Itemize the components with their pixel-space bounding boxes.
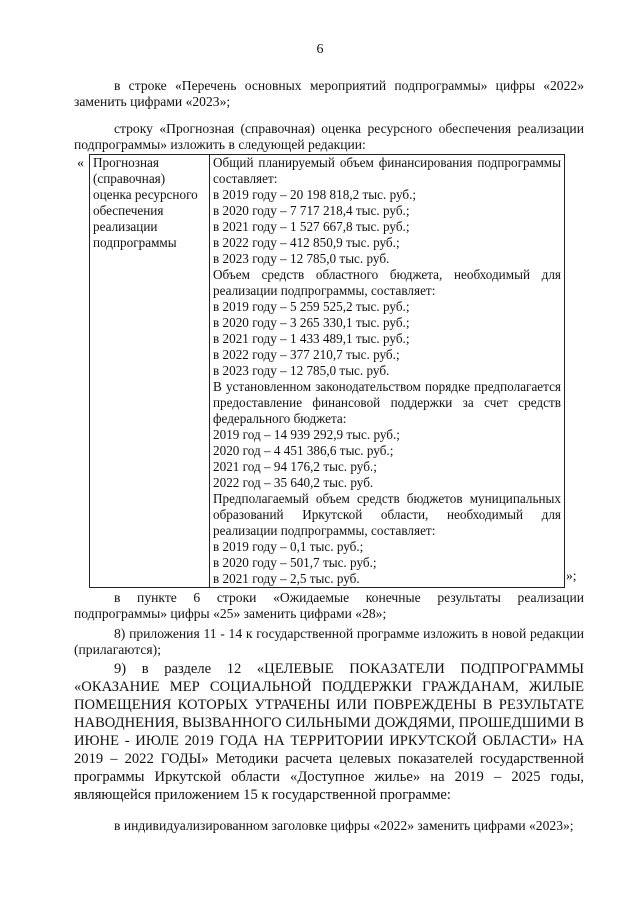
table-open-quote: « <box>77 156 84 171</box>
table-line: в 2020 году – 501,7 тыс. руб.; <box>213 555 377 570</box>
table-line: в 2020 году – 3 265 330,1 тыс. руб.; <box>213 315 410 330</box>
paragraph-perechen: в строке «Перечень основных мероприятий подпрограммы» цифры «2022» заменить цифрами «2023»; <box>74 78 584 109</box>
table-close-quote: »; <box>566 568 577 583</box>
paragraph-item-9: 9) в разделе 12 «ЦЕЛЕВЫЕ ПОКАЗАТЕЛИ ПОДПРОГРАММЫ «ОКАЗАНИЕ МЕР СОЦИАЛЬНОЙ ПОДДЕРЖКИ ГРАЖДАНАМ, ЖИЛЫЕ ПОМЕЩЕНИЯ КОТОРЫХ УТРАЧЕНЫ ИЛИ ПОВРЕЖДЕНЫ В РЕЗУЛЬТАТЕ НАВОДНЕНИЯ, ВЫЗВАННОГО СИЛЬНЫМИ ДОЖДЯМИ, ПРОШЕДШИМИ В ИЮНЕ - ИЮЛЕ 2019 ГОДА НА ТЕРРИТОРИИ ИРКУТСКОЙ ОБЛАСТИ» НА 2019 – 2022 ГОДЫ» Методики расчета целевых показателей государственной программы Иркутской области «Доступное жилье» на 2019 – 2025 годы, являющейся приложением 15 к государственной программе: <box>74 661 584 803</box>
paragraph-heading-change: в индивидуализированном заголовке цифры «2022» заменить цифрами «2023»; <box>114 818 574 833</box>
table-right-cell <box>210 155 565 588</box>
table-line: в 2021 году – 1 433 489,1 тыс. руб.; <box>213 331 410 346</box>
resource-table <box>89 154 565 588</box>
table-line: 2019 год – 14 939 292,9 тыс. руб.; <box>213 427 400 442</box>
table-line: в 2021 году – 2,5 тыс. руб. <box>213 571 360 586</box>
page-number: 6 <box>316 42 324 57</box>
table-line: 2021 год – 94 176,2 тыс. руб.; <box>213 459 377 474</box>
table-line: в 2023 году – 12 785,0 тыс. руб. <box>213 251 390 266</box>
table-line: Предполагаемый объем средств бюджетов муниципальных образований Иркутской области, необходимый для реализации подпрограммы, составляет: <box>213 491 561 538</box>
table-line: в 2022 году – 412 850,9 тыс. руб.; <box>213 235 400 250</box>
table-line: в 2019 году – 5 259 525,2 тыс. руб.; <box>213 299 410 314</box>
table-left-cell: Прогнозная (справочная) оценка ресурсного обеспечения реализации подпрограммы <box>90 155 210 588</box>
table-line: 2022 год – 35 640,2 тыс. руб. <box>213 475 374 490</box>
table-line: в 2023 году – 12 785,0 тыс. руб. <box>213 363 390 378</box>
paragraph-prognoznaya: строку «Прогнозная (справочная) оценка ресурсного обеспечения реализации подпрограммы» изложить в следующей редакции: <box>74 121 584 152</box>
table-row <box>90 155 565 588</box>
table-line: в 2020 году – 7 717 218,4 тыс. руб.; <box>213 203 410 218</box>
table-line: Объем средств областного бюджета, необходимый для реализации подпрограммы, составляет: <box>213 267 561 298</box>
table-line: в 2021 году – 1 527 667,8 тыс. руб.; <box>213 219 410 234</box>
paragraph-item-8: 8) приложения 11 - 14 к государственной программе изложить в новой редакции (прилагаются); <box>74 626 584 657</box>
table-line: в 2019 году – 0,1 тыс. руб.; <box>213 539 364 554</box>
paragraph-punkt-6: в пункте 6 строки «Ожидаемые конечные результаты реализации подпрограммы» цифры «25» заменить цифрами «28»; <box>74 590 584 621</box>
table-line: в 2019 году – 20 198 818,2 тыс. руб.; <box>213 187 417 202</box>
table-line: В установленном законодательством порядке предполагается предоставление финансовой поддержки за счет средств федерального бюджета: <box>213 379 561 426</box>
table-line: Общий планируемый объем финансирования подпрограммы составляет: <box>213 155 561 186</box>
table-line: 2020 год – 4 451 386,6 тыс. руб.; <box>213 443 394 458</box>
table-line: в 2022 году – 377 210,7 тыс. руб.; <box>213 347 400 362</box>
